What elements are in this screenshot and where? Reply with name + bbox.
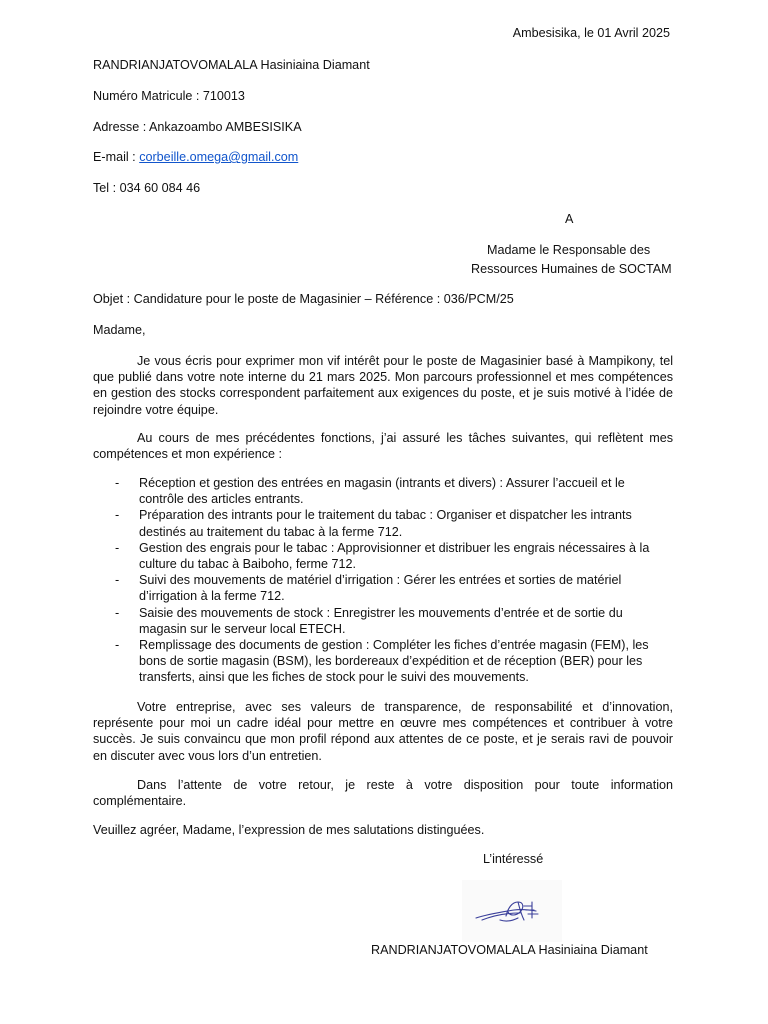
closing-formula: Veuillez agréer, Madame, l’expression de mes salutations distinguées. xyxy=(93,823,485,837)
recipient-line1: Madame le Responsable des xyxy=(487,243,651,257)
bullet-dash: - xyxy=(115,573,120,588)
task-item-text: Saisie des mouvements de stock : Enregistrer les mouvements d’entrée et de sortie du magasin sur le serveur local ETECH. xyxy=(139,605,623,636)
task-item-text: Préparation des intrants pour le traitement du tabac : Organiser et dispatcher les intrants destinés au traitement du tabac à la ferme 712. xyxy=(139,508,632,539)
sender-matricule: Numéro Matricule : 710013 xyxy=(93,89,245,103)
letter-object: Objet : Candidature pour le poste de Magasinier – Référence : 036/PCM/25 xyxy=(93,292,514,306)
paragraph-motivation-text: Votre entreprise, avec ses valeurs de transparence, de responsabilité et d’innovation, représente pour moi un cadre idéal pour mettre en œuvre mes compétences et contribuer à votre succès. Je suis convaincu que mon profil répond aux attentes de ce poste, et je serais ravi de pouvoir en discuter avec vous lors d’un entretien. xyxy=(93,700,673,763)
signature-image xyxy=(462,880,562,942)
sender-name: RANDRIANJATOVOMALALA Hasiniaina Diamant xyxy=(93,58,370,72)
task-item xyxy=(93,605,673,637)
sender-tel: Tel : 034 60 084 46 xyxy=(93,181,201,195)
bullet-dash: - xyxy=(115,508,120,523)
bullet-dash: - xyxy=(115,476,120,490)
task-list xyxy=(93,475,673,686)
signature-name: RANDRIANJATOVOMALALA Hasiniaina Diamant xyxy=(371,943,648,957)
paragraph-intro xyxy=(93,353,673,418)
task-item-text: Suivi des mouvements de matériel d’irrigation : Gérer les entrées et sorties de matériel d’irrigation à la ferme 712. xyxy=(139,573,622,604)
task-item xyxy=(93,572,673,604)
task-item-text: Gestion des engrais pour le tabac : Approvisionner et distribuer les engrais nécessaires à la culture du tabac à Baiboho, ferme 712. xyxy=(139,540,650,572)
paragraph-availability-text: Dans l’attente de votre retour, je reste à votre disposition pour toute information complémentaire. xyxy=(93,778,673,809)
task-item xyxy=(93,475,673,507)
paragraph-intro-text: Je vous écris pour exprimer mon vif intérêt pour le poste de Magasinier basé à Mampikony, tel que publié dans votre note interne du 21 mars 2025. Mon parcours professionnel et mes compétences en gestion des stocks correspondent parfaitement aux exigences du poste, et je suis motivé à l’idée de rejoindre votre équipe. xyxy=(93,354,673,417)
recipient-line2: Ressources Humaines de SOCTAM xyxy=(471,262,672,276)
task-item-text: Réception et gestion des entrées en magasin (intrants et divers) : Assurer l’accueil et le contrôle des articles entrants. xyxy=(139,476,625,507)
place-date: Ambesisika, le 01 Avril 2025 xyxy=(512,26,670,40)
recipient-to: A xyxy=(565,212,574,226)
sender-address: Adresse : Ankazoambo AMBESISIKA xyxy=(93,120,302,134)
paragraph-availability xyxy=(93,777,673,809)
signature-scribble-icon xyxy=(462,880,562,942)
paragraph-tasks-intro xyxy=(93,430,673,462)
task-item xyxy=(93,507,673,539)
bullet-dash: - xyxy=(115,638,120,653)
sender-email-line xyxy=(93,149,298,165)
task-item xyxy=(93,637,673,686)
bullet-dash: - xyxy=(115,605,120,620)
email-link[interactable]: corbeille.omega@gmail.com xyxy=(139,150,299,164)
task-item xyxy=(93,540,673,572)
task-item-text: Remplissage des documents de gestion : Compléter les fiches d’entrée magasin (FEM), les bons de sortie magasin (BSM), les bordereaux d’expédition et de réception (BER) pour les transferts, ainsi que les fiches de stock pour le suivi des mouvements. xyxy=(139,638,649,685)
email-label: E-mail : xyxy=(93,150,140,164)
salutation: Madame, xyxy=(93,323,146,337)
paragraph-motivation xyxy=(93,699,673,764)
bullet-dash: - xyxy=(115,540,120,555)
paragraph-tasks-intro-text: Au cours de mes précédentes fonctions, j’ai assuré les tâches suivantes, qui reflètent mes compétences et mon expérience : xyxy=(93,431,673,462)
signature-label: L’intéressé xyxy=(483,852,544,866)
